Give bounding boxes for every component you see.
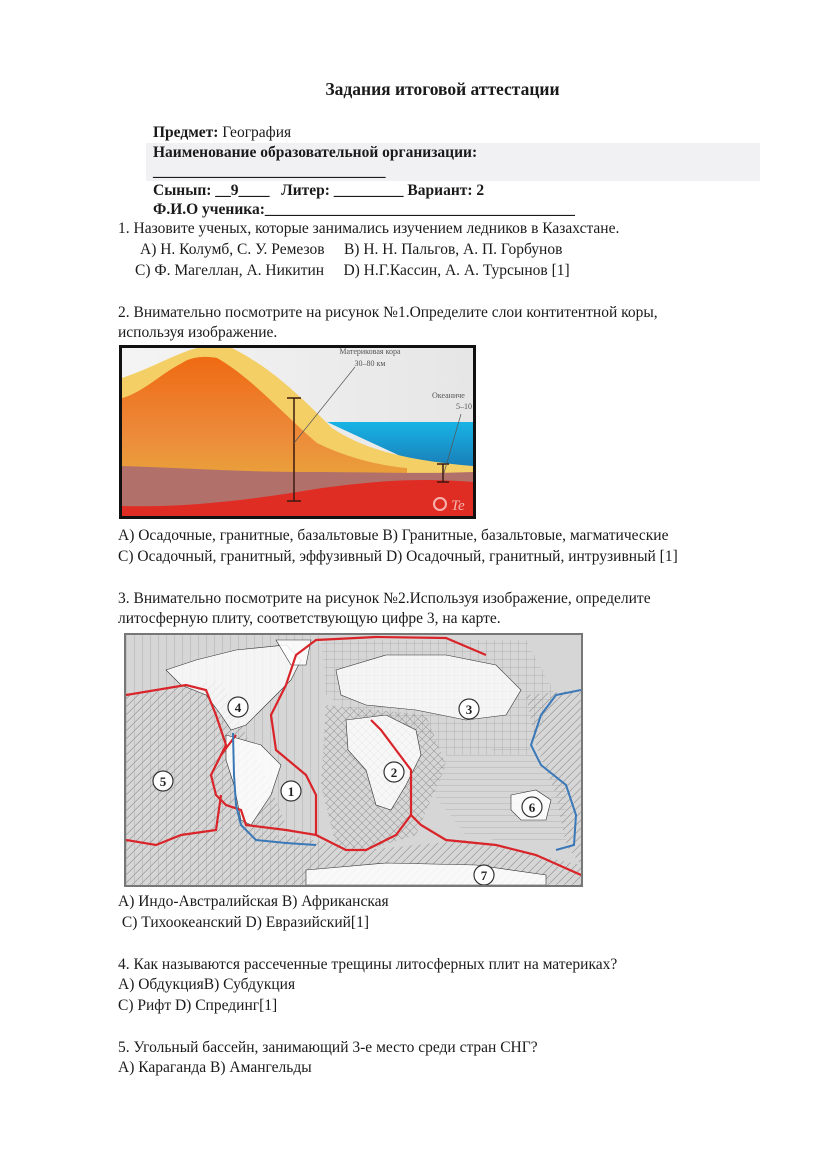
plate-label-3 [459,699,479,719]
subject-line [153,123,291,143]
subject-value: География [222,124,292,141]
question-4: 4. Как называются рассеченные трещины литосферных плит на материках? [118,956,618,973]
plate-map-svg [126,635,581,885]
plate-label-7 [474,865,494,885]
plate-label-2 [384,762,404,782]
question-2-options-ab: А) Осадочные, гранитные, базальтовые В) Гранитные, базальтовые, магматические [118,527,669,544]
question-3: 3. Внимательно посмотрите на рисунок №2.Используя изображение, определите [118,590,651,607]
plate-label-4 [228,697,248,717]
plate-label-6 [522,797,542,817]
question-1: 1. Назовите ученых, которые занимались изучением ледников в Казахстане. [118,220,620,237]
svg-text:3: 3 [465,702,473,717]
question-2-cont: используя изображение. [118,324,278,341]
plate-label-1 [281,781,301,801]
question-5: 5. Угольный бассейн, занимающий 3-е место среди стран СНГ? [118,1039,538,1056]
question-2: 2. Внимательно посмотрите на рисунок №1.Определите слои контитентной коры, [118,304,658,321]
subject-label: Предмет: [153,124,219,141]
crust-diagram-svg [122,348,473,516]
question-3-options-ab: А) Индо-Австралийская В) Африканская [118,893,389,910]
watermark-text: Te [451,498,465,514]
question-3-options-cd: С) Тихоокеанский D) Евразийский[1] [118,914,369,931]
svg-text:2: 2 [390,765,398,780]
plate-label-5 [153,771,173,791]
question-3-cont: литосферную плиту, соответствующую цифре 3, на карте. [118,610,501,627]
svg-text:5: 5 [159,774,167,789]
svg-text:1: 1 [287,784,295,799]
question-1-options-ab: А) Н. Колумб, С. У. Ремезов В) Н. Н. Пальгов, А. П. Горбунов [140,241,563,258]
svg-text:4: 4 [234,700,242,715]
oceanic-depth-label: 5–10 [456,402,472,411]
question-4-options-cd: С) Рифт D) Спрединг[1] [118,997,278,1014]
question-5-options-ab: А) Караганда В) Амангельды [118,1059,312,1076]
oceanic-crust-label: Океаниче [432,391,465,400]
page-title: Задания итоговой аттестации [325,79,560,99]
org-blank-field[interactable]: ______________________________ [153,163,386,180]
question-2-options-cd: С) Осадочный, гранитный, эффузивный D) Осадочный, гранитный, интрузивный [1] [118,548,678,565]
org-label: Наименование образовательной организации: [153,144,478,161]
question-1-options-cd: С) Ф. Магеллан, А. Никитин D) Н.Г.Кассин, А. А. Турсынов [1] [135,262,570,279]
student-name-line: Ф.И.О ученика:________________________________________ [153,201,575,218]
svg-text:7: 7 [480,868,488,883]
figure-1-crust-diagram [119,345,476,519]
class-line: Сынып: __9____ Литер: _________ Вариант: 2 [153,182,485,199]
figure-2-plate-map [124,633,583,887]
continental-depth-label: 30–80 км [354,359,386,368]
continental-crust-label: Материковая кора [339,348,401,356]
svg-text:6: 6 [528,800,536,815]
question-4-options-ab: А) ОбдукцияВ) Субдукция [118,976,296,993]
